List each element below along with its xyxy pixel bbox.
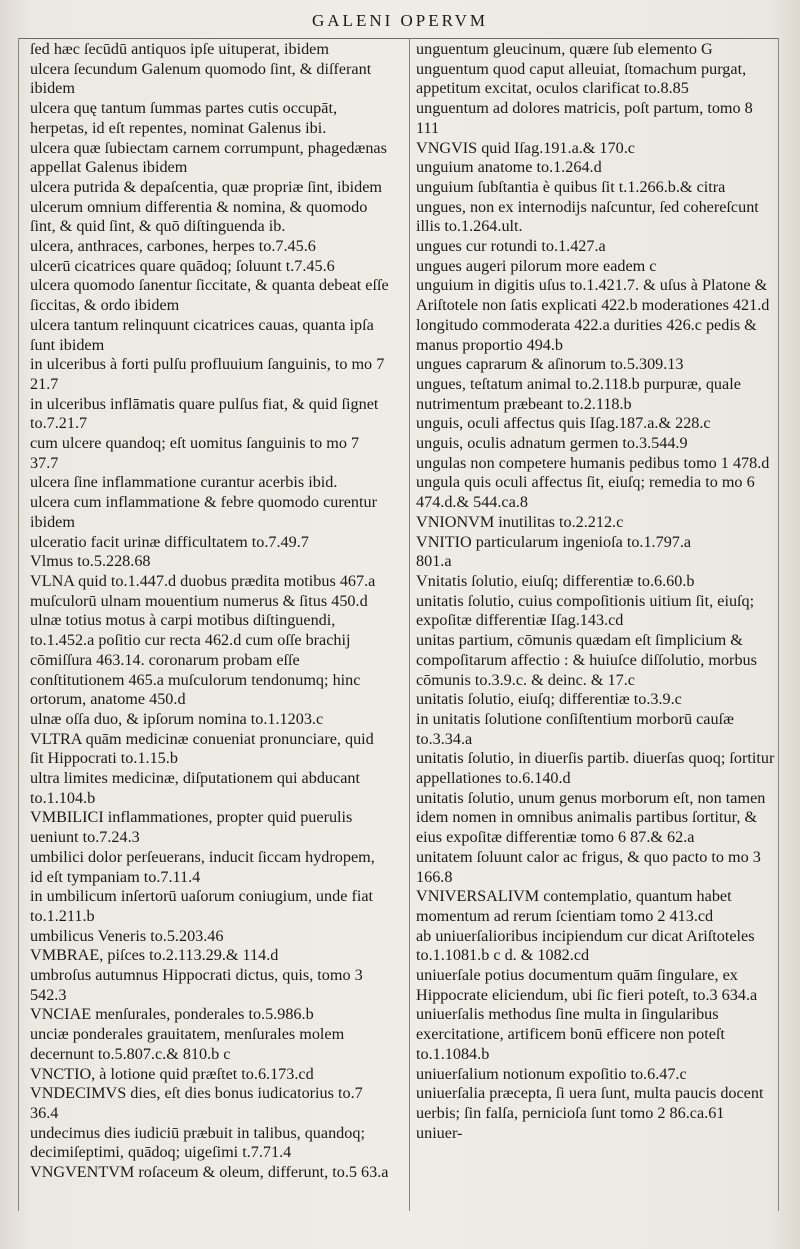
index-entry: ungues caprarum & aſinorum to.5.309.13: [416, 355, 684, 374]
index-entry: unguentum gleucinum, quære ſub elemento G: [416, 40, 713, 58]
index-entry: in umbilicum inſertorū uaſorum coniugium, unde fiat to.1.211.b: [30, 887, 374, 925]
column-divider-rule: [409, 38, 410, 1211]
running-title: GALENI OPERVM: [312, 11, 488, 30]
index-entry: ulcera, anthraces, carbones, herpes to.7.45.6: [30, 237, 316, 256]
index-entry: in ulceribus à forti pulſu profluuium ſanguinis, to mo 7 21.7: [30, 355, 385, 393]
index-entry: unitatis ſolutio, cuius compoſitionis uitium ſit, eiuſq; expoſitæ differentiæ Iſag.143.cd: [416, 591, 755, 630]
index-entry: in ulceribus inflāmatis quare pulſus fiat, & quid ſignet to.7.21.7: [30, 394, 379, 433]
index-entry: VNITIO particularum ingenioſa to.1.797.a: [416, 532, 692, 551]
index-entry: umbilici dolor perſeuerans, inducit ſiccam hydropem, id eſt tympaniam to.7.11.4: [30, 847, 375, 886]
index-entry: Vnitatis ſolutio, eiuſq; differentiæ to.6.60.b: [416, 571, 695, 590]
index-entry: ungula quis oculi affectus ſit, eiuſq; remedia to mo 6 474.d.& 544.ca.8: [416, 473, 755, 512]
index-entry: umbroſus autumnus Hippocrati dictus, quis, tomo 3 542.3: [30, 966, 363, 1004]
index-entry: ab uniuerſalioribus incipiendum cur dicat Ariſtoteles to.1.1081.b c d. & 1082.cd: [416, 926, 755, 965]
index-entry: unguis, oculi affectus quis Iſag.187.a.& 228.c: [416, 414, 711, 433]
index-entry: VNCTIO, à lotione quid præſtet to.6.173.cd: [30, 1064, 314, 1083]
index-entry: undecimus dies iudiciū præbuit in talibus, quandoq; decimiſeptimi, quādoq; uigeſimi t.7.71.4: [30, 1123, 365, 1162]
index-entry: ulceratio facit urinæ difficultatem to.7.49.7: [30, 532, 309, 551]
index-entry: VNDECIMVS dies, eſt dies bonus iudicatorius to.7 36.4: [30, 1084, 363, 1122]
index-entry: ulcera quomodo ſanentur ſiccitate, & quanta debeat eſſe ſiccitas, & ordo ibidem: [30, 276, 389, 315]
index-entry: VNIVERSALIVM contemplatio, quantum habet momentum ad rerum ſcientiam tomo 2 413.cd: [416, 887, 732, 925]
index-entry: ulcera ſecundum Galenum quomodo ſint, & diſferant ibidem: [30, 59, 372, 98]
index-entry: umbilicus Veneris to.5.203.46: [30, 926, 224, 945]
index-entry: ulnæ totius motus à carpi motibus diſtinguendi, to.1.452.a poſitio cur recta 462.d cum oſſe brachij cōmiſſura 463.14. coronarum probam eſſe conſtitutionem 465.a muſculorum tendonumq; hinc ortorum, anatome 450.d: [30, 611, 361, 709]
index-entry: ulcerum omnium differentia & nomina, & quomodo ſint, & quid ſint, & quō diſtinguenda ib.: [30, 197, 368, 236]
index-entry: ulcera quę tantum ſummas partes cutis occupāt, herpetas, id eſt repentes, nominat Galenus ibi.: [30, 99, 338, 137]
index-entry: VLNA quid to.1.447.d duobus prædita motibus 467.a muſculorū ulnam mouentium numerus & ſitus 450.d: [30, 571, 376, 610]
index-entry: ulnæ oſſa duo, & ipſorum nomina to.1.1203.c: [30, 709, 324, 728]
index-entry: VMBILICI inflammationes, propter quid puerulis ueniunt to.7.24.3: [30, 808, 353, 847]
index-entry: uniuerſalium notionum expoſitio to.6.47.c: [416, 1064, 687, 1083]
index-entry: unguium ſubſtantia è quibus ſit t.1.266.b.& citra ungues, non ex internodijs naſcuntur, ſed cohereſcunt illis to.1.264.ult.: [416, 177, 759, 236]
index-entry: VMBRAE, piſces to.2.113.29.& 114.d: [30, 946, 279, 965]
index-entry: unguium in digitis uſus to.1.421.7. & uſus à Platone & Ariſtotele non ſatis explicati 422.b moderationes 421.d longitudo commoderata 422.a durities 426.c pedis & manus proportio 494.b: [416, 276, 770, 354]
index-entry: ungues cur rotundi to.1.427.a: [416, 237, 606, 256]
index-entry: VNIONVM inutilitas to.2.212.c: [416, 512, 624, 531]
index-entry: uniuerſalis methodus ſine multa in ſingularibus exercitatione, artificem bonū efficere non poteſt to.1.1084.b: [416, 1005, 725, 1063]
index-entry: VLTRA quām medicinæ conueniat pronunciare, quid ſit Hippocrati to.1.15.b: [30, 729, 374, 768]
header-rule: [18, 38, 778, 39]
index-entry: VNCIAE menſurales, ponderales to.5.986.b: [30, 1005, 314, 1024]
index-entry: unitatis ſolutio, in diuerſis partib. diuerſas quoq; ſortitur appellationes to.6.140.d: [416, 749, 775, 788]
index-entry: uniuer-: [416, 1123, 463, 1142]
index-entry: in unitatis ſolutione conſiſtentium morborū cauſæ to.3.34.a: [416, 709, 734, 748]
index-entry: ultra limites medicinæ, diſputationem qui abducant to.1.104.b: [30, 769, 360, 807]
index-entry: ungues, teſtatum animal to.2.118.b purpuræ, quale nutrimentum præbeant to.2.118.b: [416, 374, 741, 413]
left-margin-rule: [18, 38, 19, 1211]
index-column-right: [416, 40, 776, 1240]
index-column-left: [30, 40, 390, 1240]
index-entry: ungues augeri pilorum more eadem c: [416, 256, 657, 275]
index-entry: unguentum quod caput alleuiat, ſtomachum purgat, appetitum excitat, oculos clarificat to.8.85: [416, 59, 747, 98]
index-entry: VNGVENTVM roſaceum & oleum, differunt, to.5 63.a: [30, 1163, 389, 1182]
index-entry: unitatis ſolutio, unum genus morborum eſt, non tamen idem nomen in omnibus animalis partibus ſortitur, & eius expoſitæ differentiæ tomo 6 87.& 62.a: [416, 788, 766, 847]
index-entry: ſed hæc ſecūdū antiquos ipſe uituperat, ibidem: [30, 40, 329, 58]
index-entry: 801.a: [416, 552, 452, 571]
index-entry: Vlmus to.5.228.68: [30, 552, 151, 571]
index-entry: ulcera putrida & depaſcentia, quæ propriæ ſint, ibidem: [30, 177, 382, 196]
index-entry: ulcera cum inflammatione & febre quomodo curentur ibidem: [30, 493, 378, 531]
index-entry: ulcera quæ ſubiectam carnem corrumpunt, phagedænas appellat Galenus ibidem: [30, 138, 387, 177]
index-entry: ulcerū cicatrices quare quādoq; ſoluunt t.7.45.6: [30, 256, 335, 275]
index-entry: unciæ ponderales grauitatem, menſurales molem decernunt to.5.807.c.& 810.b c: [30, 1025, 345, 1063]
index-entry: unitatem ſoluunt calor ac frigus, & quo pacto to mo 3 166.8: [416, 847, 761, 886]
index-entry: unguentum ad dolores matricis, poſt partum, tomo 8 111: [416, 99, 753, 137]
index-entry: unguium anatome to.1.264.d: [416, 158, 602, 177]
index-entry: uniuerſale potius documentum quām ſingulare, ex Hippocrate eliciendum, ubi ſic fieri poteſt, to.3 634.a: [416, 966, 758, 1004]
index-entry: unitatis ſolutio, eiuſq; differentiæ to.3.9.c: [416, 690, 682, 709]
index-entry: ulcera ſine inflammatione curantur acerbis ibid.: [30, 473, 338, 492]
index-entry: ungulas non competere humanis pedibus tomo 1 478.d: [416, 453, 770, 472]
index-entry: ulcera tantum relinquunt cicatrices cauas, quanta ipſa ſunt ibidem: [30, 315, 374, 354]
index-entry: unitas partium, cōmunis quædam eſt ſimplicium & compoſitarum affectio : & huiuſce diſſolutio, morbus cōmunis to.3.9.c. & deinc. & 17.c: [416, 631, 757, 689]
index-entry: uniuerſalia præcepta, ſi uera ſunt, multa paucis docent uerbis; ſin falſa, pernicioſa ſunt tomo 2 86.ca.61: [416, 1084, 764, 1122]
index-entry: cum ulcere quandoq; eſt uomitus ſanguinis to mo 7 37.7: [30, 434, 360, 472]
index-entry: unguis, oculis adnatum germen to.3.544.9: [416, 434, 688, 453]
right-margin-rule: [778, 38, 779, 1211]
index-entry: VNGVIS quid Iſag.191.a.& 170.c: [416, 138, 635, 157]
